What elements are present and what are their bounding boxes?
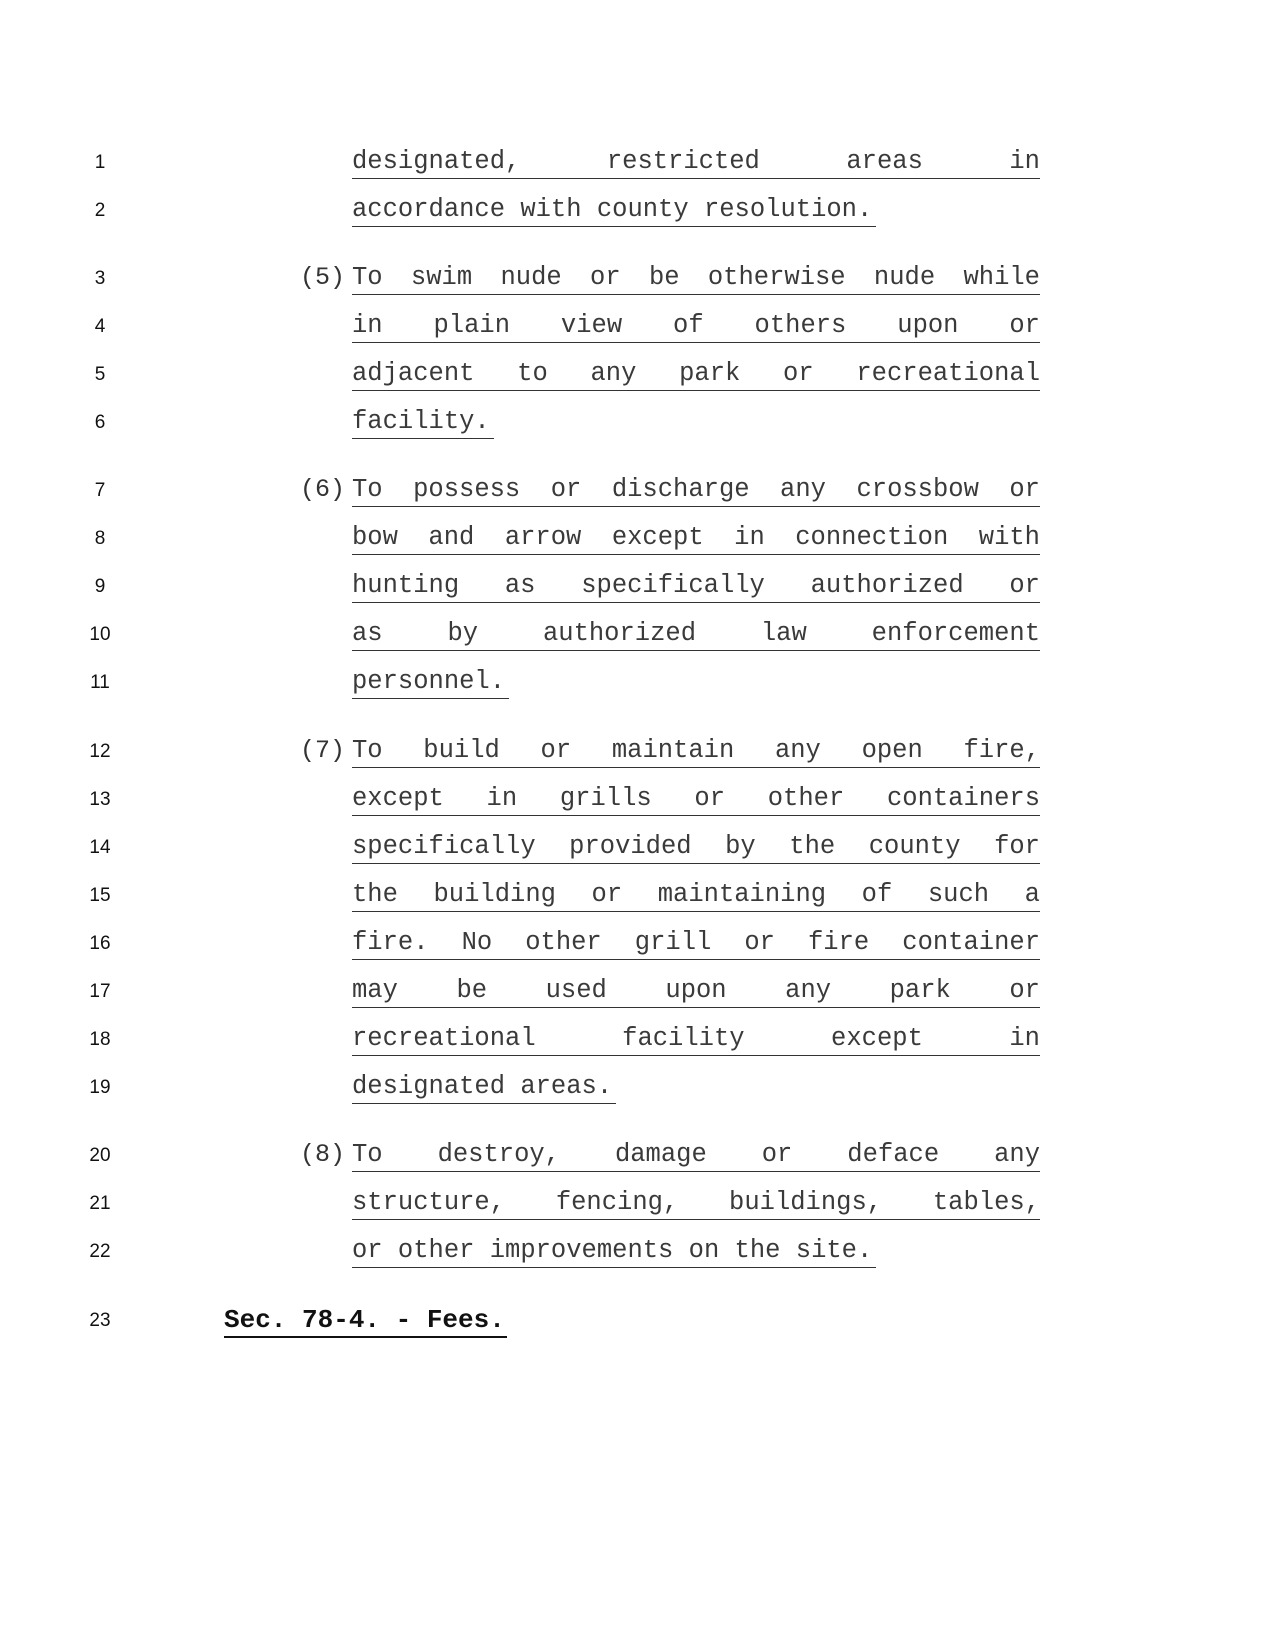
- line-number: 2: [94, 200, 106, 221]
- line-number: 4: [94, 316, 106, 337]
- item-number: (5): [300, 263, 346, 292]
- item-text-line: the building or maintaining of such a: [352, 879, 1040, 912]
- document-line: [0, 358, 1275, 398]
- document-line: [0, 1235, 1275, 1275]
- document-line: [0, 879, 1275, 919]
- line-number: 5: [94, 364, 106, 385]
- line-number: 3: [94, 268, 106, 289]
- document-line: [0, 1023, 1275, 1063]
- document-line: [0, 618, 1275, 658]
- item-text-line: To swim nude or be otherwise nude while: [352, 262, 1040, 295]
- item-text-line: hunting as specifically authorized or: [352, 570, 1040, 603]
- document-line: [0, 194, 1275, 234]
- document-line: [0, 735, 1275, 775]
- item-text-line: facility.: [352, 406, 494, 439]
- document-line: [0, 570, 1275, 610]
- document-line: [0, 975, 1275, 1015]
- document-line: [0, 927, 1275, 967]
- item-text-line: specifically provided by the county for: [352, 831, 1040, 864]
- item-text-line: except in grills or other containers: [352, 783, 1040, 816]
- line-number: 23: [89, 1310, 111, 1331]
- item-number: (7): [300, 736, 346, 765]
- line-number: 8: [94, 528, 106, 549]
- item-text-line: designated areas.: [352, 1071, 616, 1104]
- item-text-line: as by authorized law enforcement: [352, 618, 1040, 651]
- line-number: 9: [94, 576, 106, 597]
- document-line: [0, 474, 1275, 514]
- line-number: 19: [89, 1077, 111, 1098]
- item-text-line: recreational facility except in: [352, 1023, 1040, 1056]
- item-text-line: To possess or discharge any crossbow or: [352, 474, 1040, 507]
- document-line: [0, 262, 1275, 302]
- item-text-line: To destroy, damage or deface any: [352, 1139, 1040, 1172]
- line-number: 13: [89, 789, 111, 810]
- document-line: [0, 666, 1275, 706]
- item-text-line: structure, fencing, buildings, tables,: [352, 1187, 1040, 1220]
- line-number: 7: [94, 480, 106, 501]
- line-number: 21: [89, 1193, 111, 1214]
- item-text-line: adjacent to any park or recreational: [352, 358, 1040, 391]
- line-number: 17: [89, 981, 111, 1002]
- item-text-line: may be used upon any park or: [352, 975, 1040, 1008]
- item-text-line: or other improvements on the site.: [352, 1235, 876, 1268]
- document-line: [0, 406, 1275, 446]
- item-number: (8): [300, 1140, 346, 1169]
- line-number: 1: [94, 152, 106, 173]
- line-number: 20: [89, 1145, 111, 1166]
- item-text-line: in plain view of others upon or: [352, 310, 1040, 343]
- section-heading: Sec. 78-4. - Fees.: [224, 1304, 507, 1338]
- document-line: [0, 310, 1275, 350]
- document-line: [0, 1071, 1275, 1111]
- document-line: [0, 831, 1275, 871]
- item-text-line: bow and arrow except in connection with: [352, 522, 1040, 555]
- line-number: 6: [94, 412, 106, 433]
- document-line: [0, 1187, 1275, 1227]
- item-text-line: personnel.: [352, 666, 509, 699]
- document-line: [0, 1139, 1275, 1179]
- line-number: 10: [89, 624, 111, 645]
- line-number: 14: [89, 837, 111, 858]
- line-number: 16: [89, 933, 111, 954]
- line-number: 12: [89, 741, 111, 762]
- item-text-line: fire. No other grill or fire container: [352, 927, 1040, 960]
- item-number: (6): [300, 475, 346, 504]
- line-number: 18: [89, 1029, 111, 1050]
- line-number: 15: [89, 885, 111, 906]
- item-text-line: designated, restricted areas in: [352, 146, 1040, 179]
- document-line: [0, 522, 1275, 562]
- line-number: 11: [90, 672, 110, 693]
- document-line: [0, 783, 1275, 823]
- item-text-line: accordance with county resolution.: [352, 194, 876, 227]
- document-line: [0, 1304, 1275, 1344]
- document-line: [0, 146, 1275, 186]
- line-number: 22: [89, 1241, 111, 1262]
- item-text-line: To build or maintain any open fire,: [352, 735, 1040, 768]
